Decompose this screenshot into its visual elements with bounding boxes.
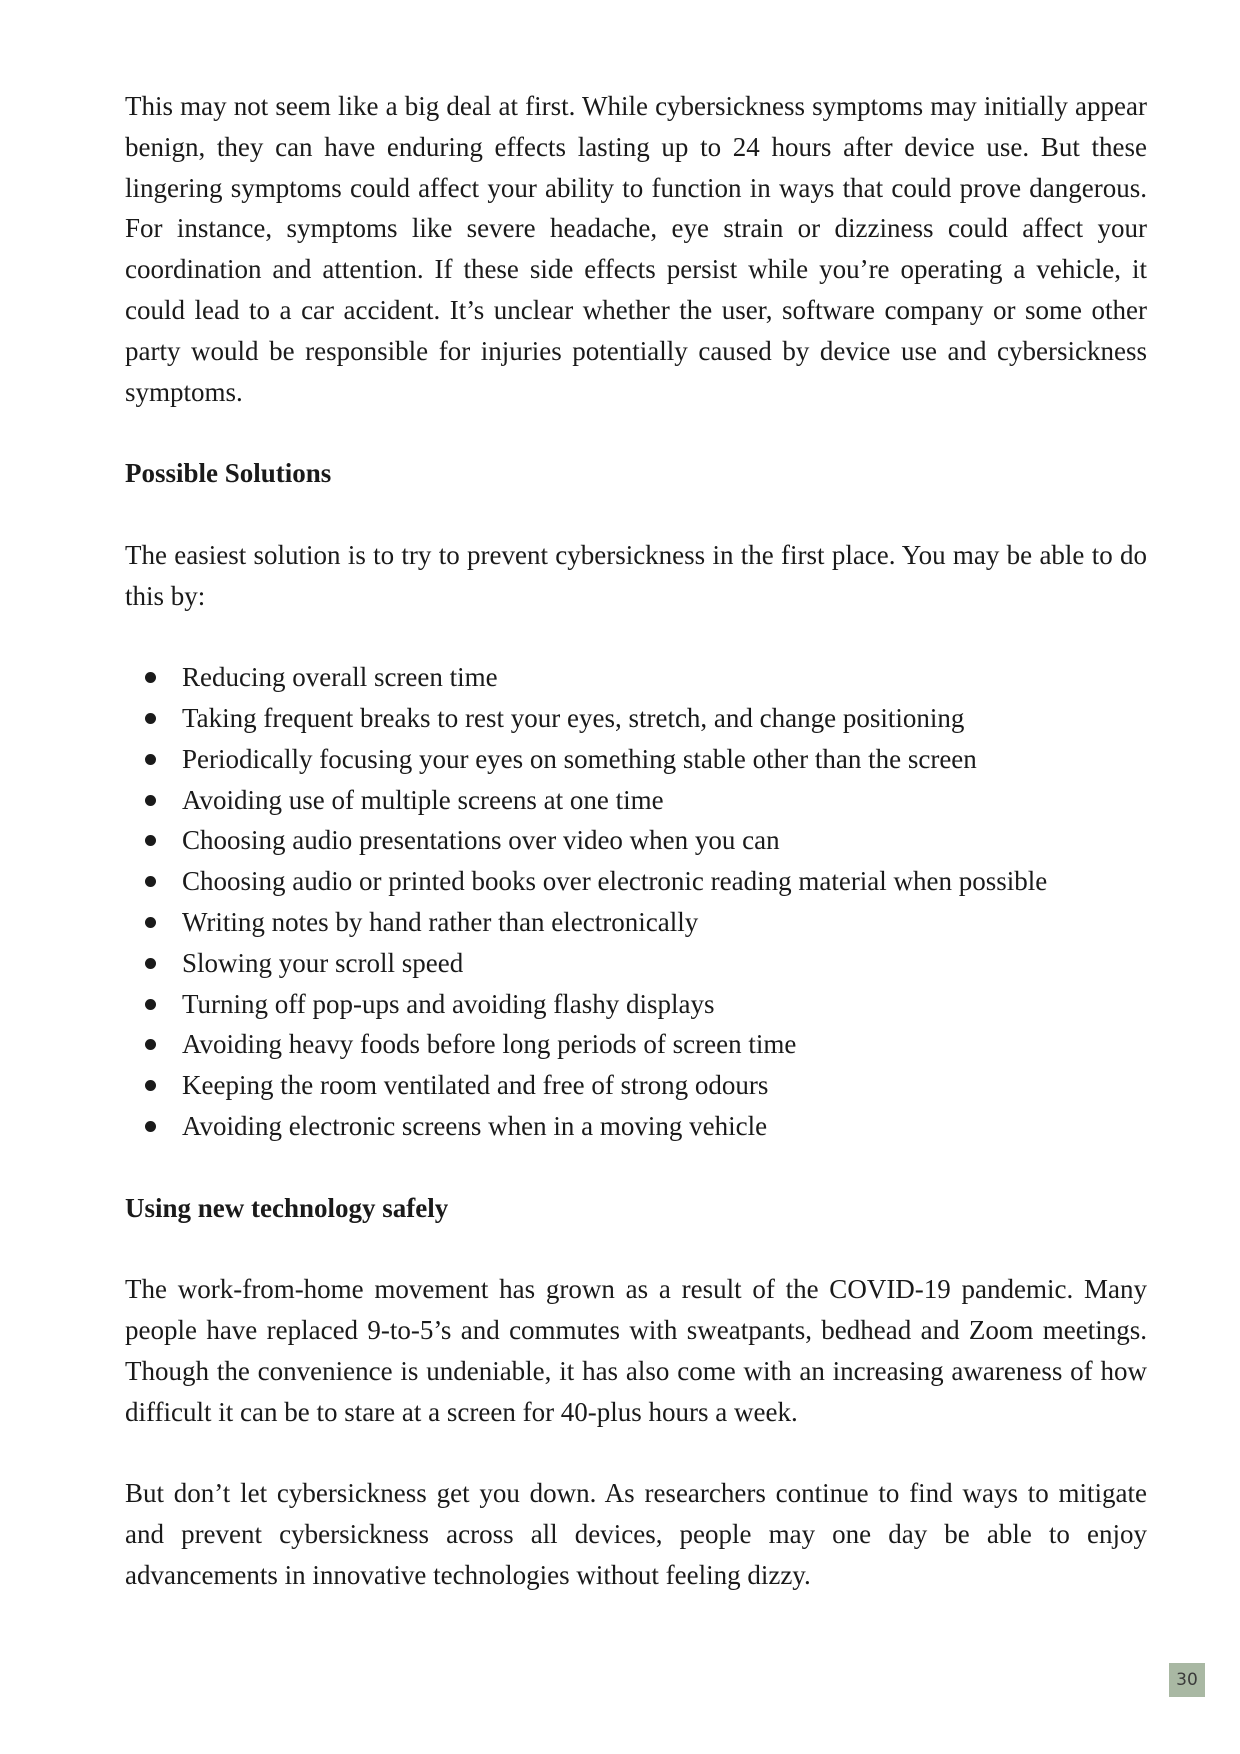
list-item-text: Writing notes by hand rather than electronically	[182, 906, 699, 937]
list-item-text: Avoiding electronic screens when in a moving vehicle	[182, 1110, 768, 1141]
bullet-icon	[145, 672, 156, 683]
list-item	[125, 861, 1147, 902]
list-item	[125, 943, 1147, 984]
list-item	[125, 739, 1147, 780]
bullet-icon	[145, 754, 156, 765]
bullet-icon	[145, 1039, 156, 1050]
bullet-icon	[145, 1080, 156, 1091]
paragraph-prevention-intro: The easiest solution is to try to prevent cybersickness in the first place. You may be able to do this by:	[125, 539, 1147, 611]
spacer	[125, 494, 1147, 535]
list-item	[125, 698, 1147, 739]
bullet-icon	[145, 713, 156, 724]
list-item-text: Periodically focusing your eyes on something stable other than the screen	[182, 743, 977, 774]
list-item	[125, 657, 1147, 698]
spacer	[125, 616, 1147, 657]
list-item-text: Taking frequent breaks to rest your eyes, stretch, and change positioning	[182, 702, 965, 733]
heading-using-technology-safely: Using new technology safely	[125, 1192, 449, 1223]
list-item	[125, 902, 1147, 943]
bullet-icon	[145, 835, 156, 846]
list-item	[125, 820, 1147, 861]
list-item-text: Avoiding use of multiple screens at one time	[182, 784, 664, 815]
bullet-icon	[145, 917, 156, 928]
prevention-list	[125, 657, 1147, 1147]
spacer	[125, 1228, 1147, 1269]
list-item-text: Choosing audio or printed books over electronic reading material when possible	[182, 866, 1048, 897]
list-item	[125, 984, 1147, 1025]
list-item-text: Avoiding heavy foods before long periods of screen time	[182, 1029, 797, 1060]
list-item-text: Choosing audio presentations over video when you can	[182, 825, 780, 856]
list-item-text: Keeping the room ventilated and free of strong odours	[182, 1070, 769, 1101]
bullet-icon	[145, 999, 156, 1010]
heading-possible-solutions: Possible Solutions	[125, 458, 332, 489]
list-item	[125, 780, 1147, 821]
paragraph-work-from-home: The work-from-home movement has grown as a result of the COVID-19 pandemic. Many people have replaced 9-to-5’s and commutes with sweatpants, bedhead and Zoom meetings. Though the convenience is undeniable, it has also come with an increasing awareness of how difficult it can be to stare at a screen for 40-plus hours a week.	[125, 1274, 1147, 1427]
list-item-text: Turning off pop-ups and avoiding flashy displays	[182, 988, 715, 1019]
bullet-icon	[145, 958, 156, 969]
list-item-text: Reducing overall screen time	[182, 662, 498, 693]
bullet-icon	[145, 1121, 156, 1132]
spacer	[125, 1432, 1147, 1473]
bullet-icon	[145, 795, 156, 806]
list-item	[125, 1106, 1147, 1147]
list-item	[125, 1065, 1147, 1106]
paragraph-conclusion: But don’t let cybersickness get you down. As researchers continue to find ways to mitigate and prevent cybersickness across all devices, people may one day be able to enjoy advancements in innovative technologies without feeling dizzy.	[125, 1478, 1147, 1590]
page-number-badge: 30	[1169, 1663, 1205, 1697]
list-item-text: Slowing your scroll speed	[182, 947, 464, 978]
list-item	[125, 1024, 1147, 1065]
paragraph-cybersickness-effects: This may not seem like a big deal at first. While cybersickness symptoms may initially appear benign, they can have enduring effects lasting up to 24 hours after device use. But these lingering symptoms could affect your ability to function in ways that could prove dangerous. For instance, symptoms like severe headache, eye strain or dizziness could affect your coordination and attention. If these side effects persist while you’re operating a vehicle, it could lead to a car accident. It’s unclear whether the user, software company or some other party would be responsible for injuries potentially caused by device use and cybersickness symptoms.	[125, 91, 1147, 407]
spacer	[125, 412, 1147, 453]
document-page	[125, 86, 1147, 1595]
spacer	[125, 1147, 1147, 1188]
bullet-icon	[145, 876, 156, 887]
